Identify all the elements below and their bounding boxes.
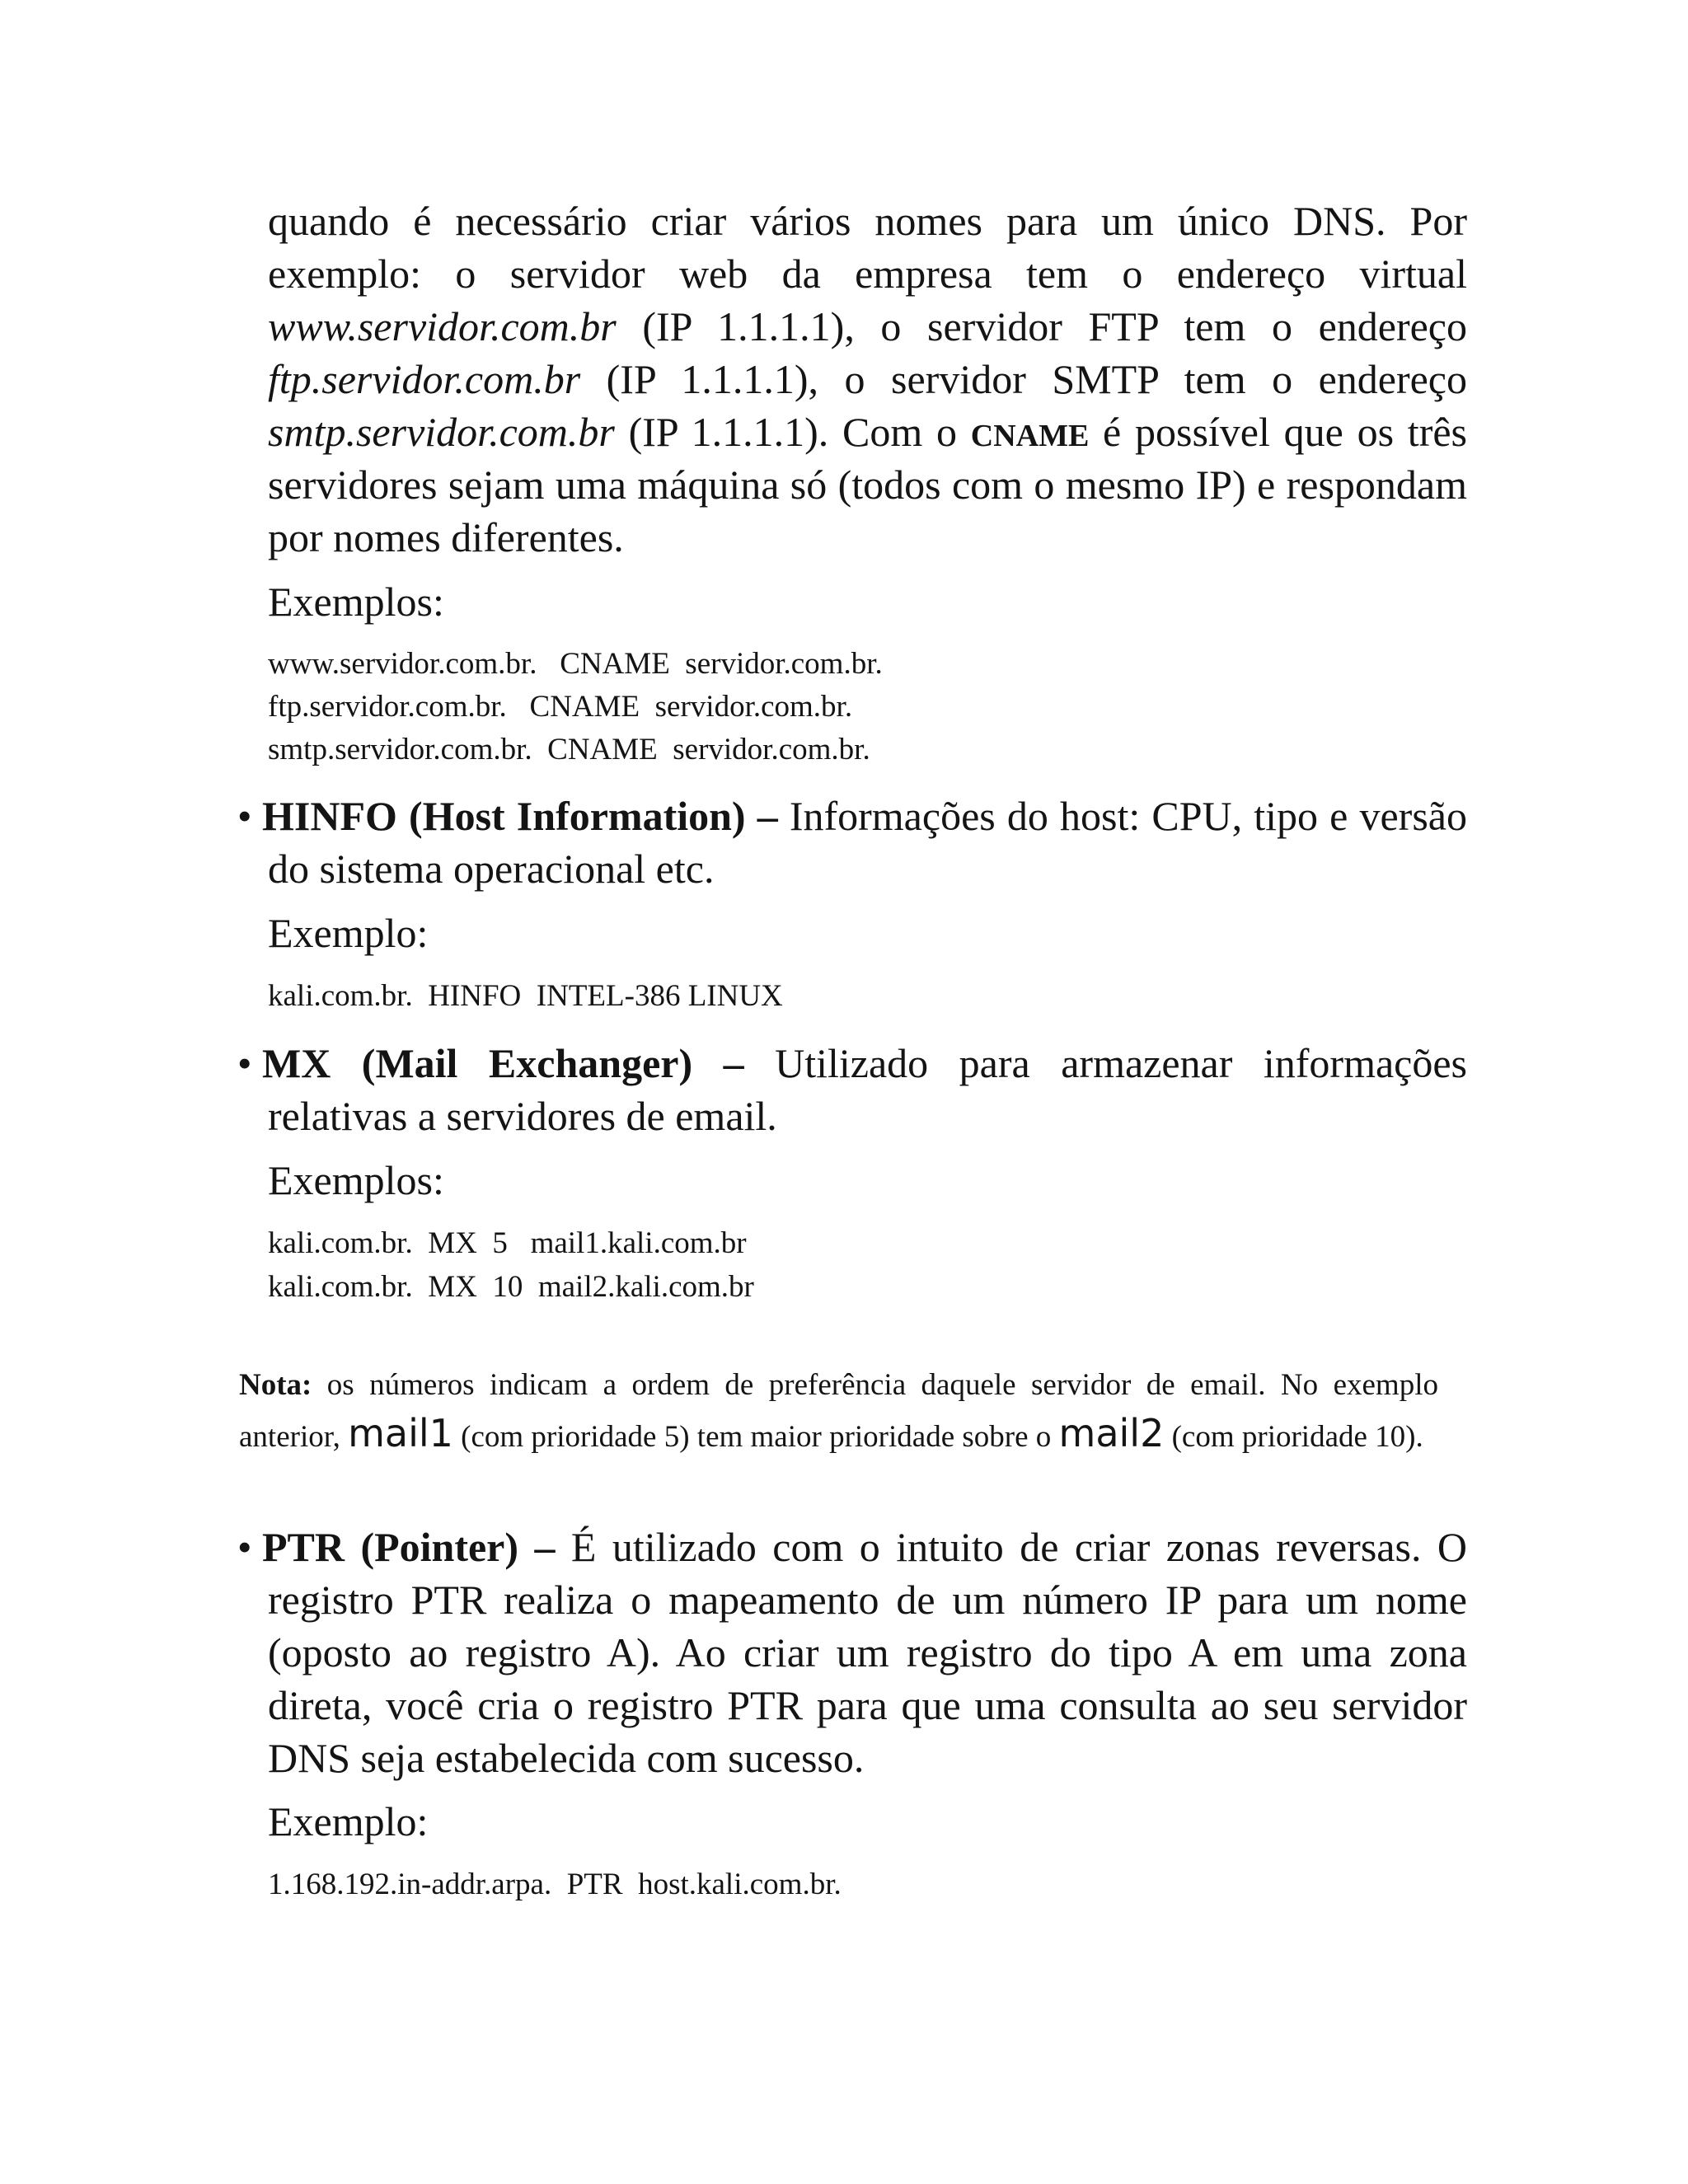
mx-example-line: kali.com.br. MX 5 mail1.kali.com.br: [268, 1226, 747, 1260]
ptr-example-line: 1.168.192.in-addr.arpa. PTR host.kali.com.br.: [268, 1868, 842, 1901]
cname-example-line: ftp.servidor.com.br. CNAME servidor.com.br.: [268, 690, 853, 724]
ptr-first-line: • PTR (Pointer) – É utilizado com o intuito de criar zonas reversas. O: [237, 1521, 1467, 1573]
ptr-continuation: DNS seja estabelecida com sucesso.: [268, 1735, 865, 1781]
examples-label: Exemplos:: [268, 579, 444, 625]
cname-example-line: smtp.servidor.com.br. CNAME servidor.com.br.: [268, 733, 870, 766]
ptr-bullet-item: [237, 1521, 1467, 1784]
intro-line: servidores sejam uma máquina só (todos com o mesmo IP) e respondam: [268, 462, 1467, 508]
hinfo-bullet-item: [237, 790, 1467, 895]
note-block: [239, 1361, 1438, 1461]
intro-line: por nomes diferentes.: [268, 514, 624, 560]
mx-example-line: kali.com.br. MX 10 mail2.kali.com.br: [268, 1270, 754, 1304]
mail1-term: mail1: [348, 1411, 453, 1455]
bullet-icon: •: [237, 1040, 252, 1086]
hinfo-first-line: • HINFO (Host Information) – Informações do host: CPU, tipo e versão: [237, 790, 1467, 842]
mx-first-line: • MX (Mail Exchanger) – Utilizado para armazenar informações: [237, 1037, 1467, 1090]
bullet-icon: •: [237, 1524, 252, 1570]
intro-line: www.servidor.com.br (IP 1.1.1.1), o servidor FTP tem o endereço: [268, 303, 1467, 349]
note-first-line: Nota: os números indicam a ordem de preferência daquele servidor de email. No exemplo: [239, 1368, 1438, 1402]
mail2-term: mail2: [1058, 1411, 1165, 1455]
note-second-line: anterior, mail1 (com prioridade 5) tem maior prioridade sobre o mail2 (com prioridade 10).: [239, 1411, 1423, 1455]
intro-line: smtp.servidor.com.br (IP 1.1.1.1). Com o CNAME é possível que os três: [268, 409, 1467, 455]
ptr-continuation: direta, você cria o registro PTR para que uma consulta ao seu servidor: [268, 1682, 1467, 1728]
bullet-icon: •: [237, 793, 252, 839]
ptr-title: PTR (Pointer) –: [262, 1524, 556, 1570]
cname-example-line: www.servidor.com.br. CNAME servidor.com.br.: [268, 647, 883, 681]
example-label: Exemplo:: [268, 1798, 429, 1844]
example-label: Exemplo:: [268, 910, 429, 956]
intro-line: quando é necessário criar vários nomes para um único DNS. Por: [268, 198, 1467, 244]
note-label: Nota:: [239, 1368, 312, 1402]
ptr-continuation: registro PTR realiza o mapeamento de um número IP para um nome: [268, 1577, 1467, 1623]
hinfo-continuation: do sistema operacional etc.: [268, 846, 715, 892]
intro-line: exemplo: o servidor web da empresa tem o endereço virtual: [268, 251, 1467, 297]
ptr-continuation: (oposto ao registro A). Ao criar um registro do tipo A em uma zona: [268, 1629, 1467, 1675]
intro-line: ftp.servidor.com.br (IP 1.1.1.1), o servidor SMTP tem o endereço: [268, 356, 1467, 402]
examples-label: Exemplos:: [268, 1157, 444, 1203]
mx-continuation: relativas a servidores de email.: [268, 1093, 777, 1139]
mx-bullet-item: [237, 1037, 1467, 1142]
mx-title: MX (Mail Exchanger) –: [262, 1040, 744, 1086]
hinfo-title: HINFO (Host Information) –: [262, 793, 778, 839]
hinfo-example-line: kali.com.br. HINFO INTEL-386 LINUX: [268, 979, 783, 1013]
